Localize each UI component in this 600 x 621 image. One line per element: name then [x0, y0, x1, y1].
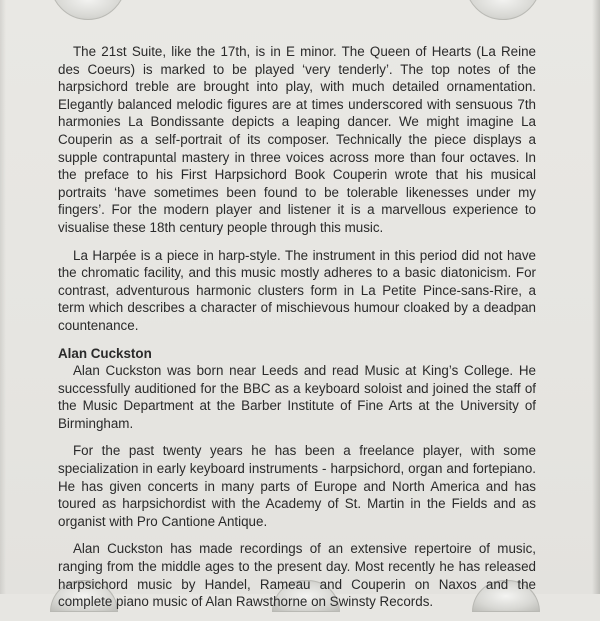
paragraph-bio-early: Alan Cuckston was born near Leeds and read Music at King’s College. He successfully auditioned for the BBC as a keyboard soloist and joined the staff of the Music Department at the Barber Institute of Fine Arts at the University of Birmingham.: [58, 363, 536, 431]
paragraph-la-harpee: La Harpée is a piece in harp-style. The instrument in this period did not have the chromatic facility, and this music mostly adheres to a basic diatonicism. For contrast, adventurous harmonic clusters form in La Petite Pince-sans-Rire, a term which describes a character of mischievous humour cloaked by a deadpan countenance.: [58, 247, 536, 333]
case-edge-left: [0, 0, 6, 594]
section-heading-alan-cuckston: Alan Cuckston: [58, 345, 152, 361]
paragraph-bio-recordings: Alan Cuckston has made recordings of an extensive repertoire of music, ranging from the middle ages to the present day. Most recently he has released harpsichord music by Handel, Rameau and Couperin on Naxos and the complete piano music of Alan Rawsthorne on Swinsty Records.: [58, 541, 536, 610]
case-tab-top-left: [50, 0, 126, 20]
case-tab-top-right: [465, 0, 541, 20]
paragraph-21st-suite: The 21st Suite, like the 17th, is in E minor. The Queen of Hearts (La Reine des Coeurs) is marked to be played ‘very tenderly’. The top notes of the harpsichord treble are brought into play, with much detailed ornamentation. Elegantly balanced melodic figures are at times underscored with sensuous 7th harmonies La Bondissante depicts a leaping dancer. We might imagine La Couperin as a self-portrait of its composer. Technically the piece displays a supple contrapuntal mastery in three voices across more than four octaves. In the preface to his First Harpsichord Book Couperin wrote that his musical portraits ‘have sometimes been found to be tolerable likenesses under my fingers’. For the modern player and listener it is a marvellous experience to visualise these 18th century people through this music.: [58, 44, 536, 235]
paragraph-bio-career: For the past twenty years he has been a freelance player, with some specialization in early keyboard instruments - harpsichord, organ and fortepiano. He has given concerts in many parts of Europe and North America and has toured as harpsichordist with the Academy of St. Martin in the Fields and as organist with Pro Cantione Antique.: [58, 443, 536, 529]
liner-notes-text: [58, 43, 536, 621]
case-edge-right: [592, 0, 600, 594]
